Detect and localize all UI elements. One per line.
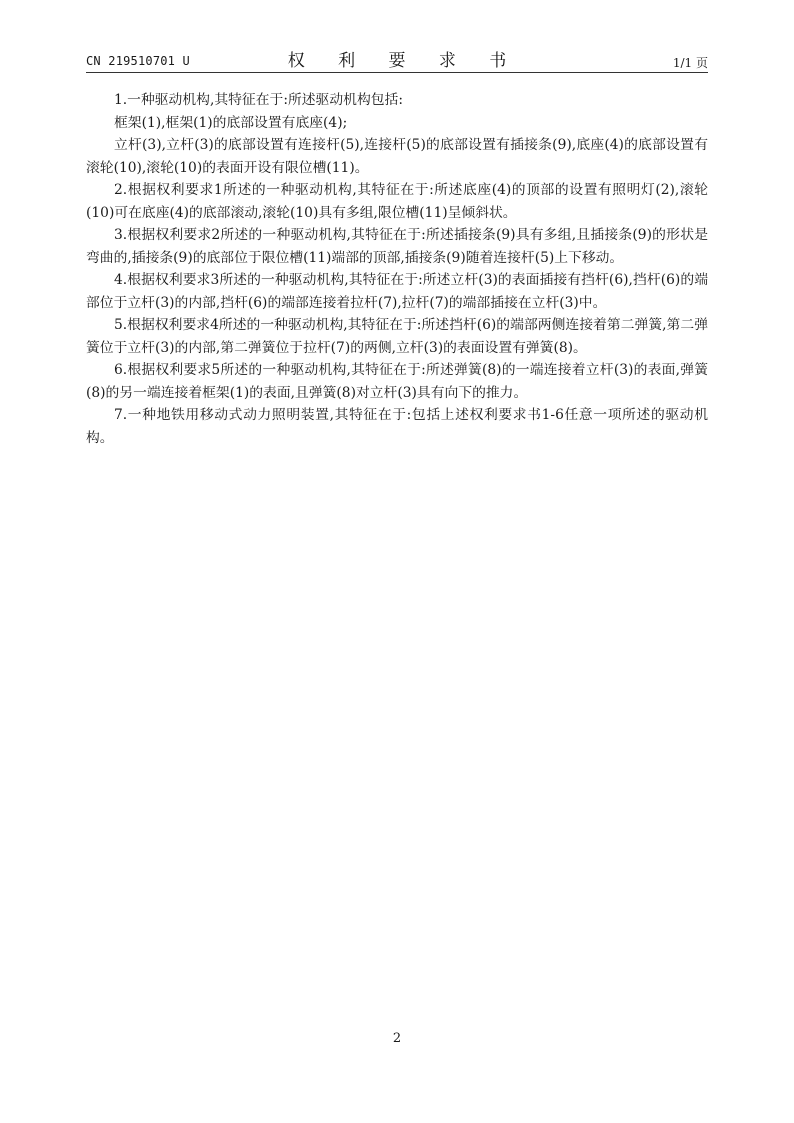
claim-4: 4.根据权利要求3所述的一种驱动机构,其特征在于:所述立杆(3)的表面插接有挡杆(6),挡杆(6)的端部位于立杆(3)的内部,挡杆(6)的端部连接着拉杆(7),拉杆(7)的端部插接在立杆(3)中。 (86, 272, 708, 311)
document-title: 权 利 要 求 书 (287, 51, 521, 71)
claim-1-pole: 立杆(3),立杆(3)的底部设置有连接杆(5),连接杆(5)的底部设置有插接条(9),底座(4)的底部设置有滚轮(10),滚轮(10)的表面开设有限位槽(11)。 (86, 137, 708, 176)
claim-7: 7.一种地铁用移动式动力照明装置,其特征在于:包括上述权利要求书1-6任意一项所述的驱动机构。 (86, 407, 708, 446)
claim-5: 5.根据权利要求4所述的一种驱动机构,其特征在于:所述挡杆(6)的端部两侧连接着第二弹簧,第二弹簧位于立杆(3)的内部,第二弹簧位于拉杆(7)的两侧,立杆(3)的表面设置有弹簧(8)。 (86, 317, 708, 356)
claim-1-frame: 框架(1),框架(1)的底部设置有底座(4); (114, 114, 348, 131)
claim-3: 3.根据权利要求2所述的一种驱动机构,其特征在于:所述插接条(9)具有多组,且插接条(9)的形状是弯曲的,插接条(9)的底部位于限位槽(11)端部的顶部,插接条(9)随着连接杆(5)上下移动。 (86, 227, 708, 266)
page-number: 2 (392, 1031, 402, 1046)
claim-6: 6.根据权利要求5所述的一种驱动机构,其特征在于:所述弹簧(8)的一端连接着立杆(3)的表面,弹簧(8)的另一端连接着框架(1)的表面,且弹簧(8)对立杆(3)具有向下的推力。 (86, 362, 708, 401)
header-rule (86, 72, 708, 73)
claims-body (86, 89, 708, 449)
publication-number: CN 219510701 U (86, 54, 190, 68)
page-header (86, 44, 708, 74)
claim-2: 2.根据权利要求1所述的一种驱动机构,其特征在于:所述底座(4)的顶部的设置有照明灯(2),滚轮(10)可在底座(4)的底部滚动,滚轮(10)具有多组,限位槽(11)呈倾斜状。 (86, 182, 708, 221)
claim-1-intro: 1.一种驱动机构,其特征在于:所述驱动机构包括: (114, 92, 403, 108)
page-count: 1/1 页 (672, 56, 708, 70)
